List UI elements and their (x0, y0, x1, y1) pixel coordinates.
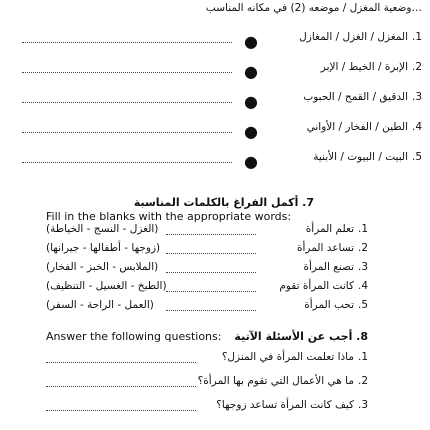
question-text: ما هي الأعمال التي تقوم بها المرأة؟ (197, 375, 354, 387)
answer-blank[interactable] (46, 402, 196, 411)
item-number: 3. (411, 91, 422, 103)
answer-blank[interactable] (166, 245, 256, 254)
answer-blank[interactable] (22, 124, 232, 133)
choices: (الغزل - النسج - الخياطة) (46, 223, 159, 235)
question-text: ماذا تعلمت المرأة في المنزل؟ (221, 351, 354, 363)
item-number: 4. (357, 280, 368, 292)
item-number: 2. (411, 61, 422, 73)
answer-blank[interactable] (166, 302, 256, 311)
section2-heading-ar: 7. أكمل الفراغ بالكلمات المناسبة (133, 196, 314, 209)
choices: (الملابس - الخبز - الفخار) (46, 261, 159, 273)
question-text: كيف كانت المرأة تساعد زوجها؟ (216, 399, 354, 411)
bullet: ● (244, 122, 258, 141)
answer-blank[interactable] (22, 34, 232, 43)
bullet: ● (244, 92, 258, 111)
item-number: 5. (411, 151, 422, 163)
item-text: تصنع المرأة (303, 261, 354, 273)
item-text: المغزل / الغزل / المغازل (299, 31, 408, 43)
answer-blank[interactable] (46, 354, 196, 363)
item-number: 1. (411, 31, 422, 43)
answer-blank[interactable] (46, 378, 196, 387)
item-text: تحب المرأة (304, 299, 354, 311)
item-text: البيت / البيوت / الأبنية (313, 151, 408, 163)
section1-heading: …وضعية المغزل / موضعه (2) في مكانه المناسب (205, 2, 422, 14)
choices: (العمل - الراحة - السفر) (46, 299, 154, 311)
item-number: 2. (357, 242, 368, 254)
bullet: ● (244, 152, 258, 171)
item-number: 4. (411, 121, 422, 133)
item-text: تعلم المرأة (305, 223, 354, 235)
section2-heading-en: Fill in the blanks with the appropriate words: (46, 210, 292, 223)
bullet: ● (244, 32, 258, 51)
choices: (زوجها - أطفالها - جيرانها) (46, 242, 161, 254)
item-text: الإبرة / الخيط / الإبر (320, 61, 408, 73)
answer-blank[interactable] (22, 64, 232, 73)
answer-blank[interactable] (166, 226, 256, 235)
item-text: الدقيق / القمح / الحبوب (303, 91, 408, 103)
item-number: 5. (357, 299, 368, 311)
item-text: الطين / الفخار / الأواني (306, 121, 408, 133)
item-number: 3. (357, 261, 368, 273)
answer-blank[interactable] (166, 283, 256, 292)
item-number: 3. (357, 399, 368, 411)
item-number: 1. (357, 223, 368, 235)
section3-heading-en: Answer the following questions: (46, 330, 222, 343)
answer-blank[interactable] (22, 154, 232, 163)
choices: (الطبخ - الغسيل - التنظيف) (46, 280, 167, 292)
answer-blank[interactable] (166, 264, 256, 273)
item-text: كانت المرأة تقوم (279, 280, 354, 292)
answer-blank[interactable] (22, 94, 232, 103)
section3-heading-ar: 8. أجب عن الأسئلة الآتية (234, 330, 368, 343)
item-number: 2. (357, 375, 368, 387)
item-text: تساعد المرأة (296, 242, 354, 254)
item-number: 1. (357, 351, 368, 363)
bullet: ● (244, 62, 258, 81)
